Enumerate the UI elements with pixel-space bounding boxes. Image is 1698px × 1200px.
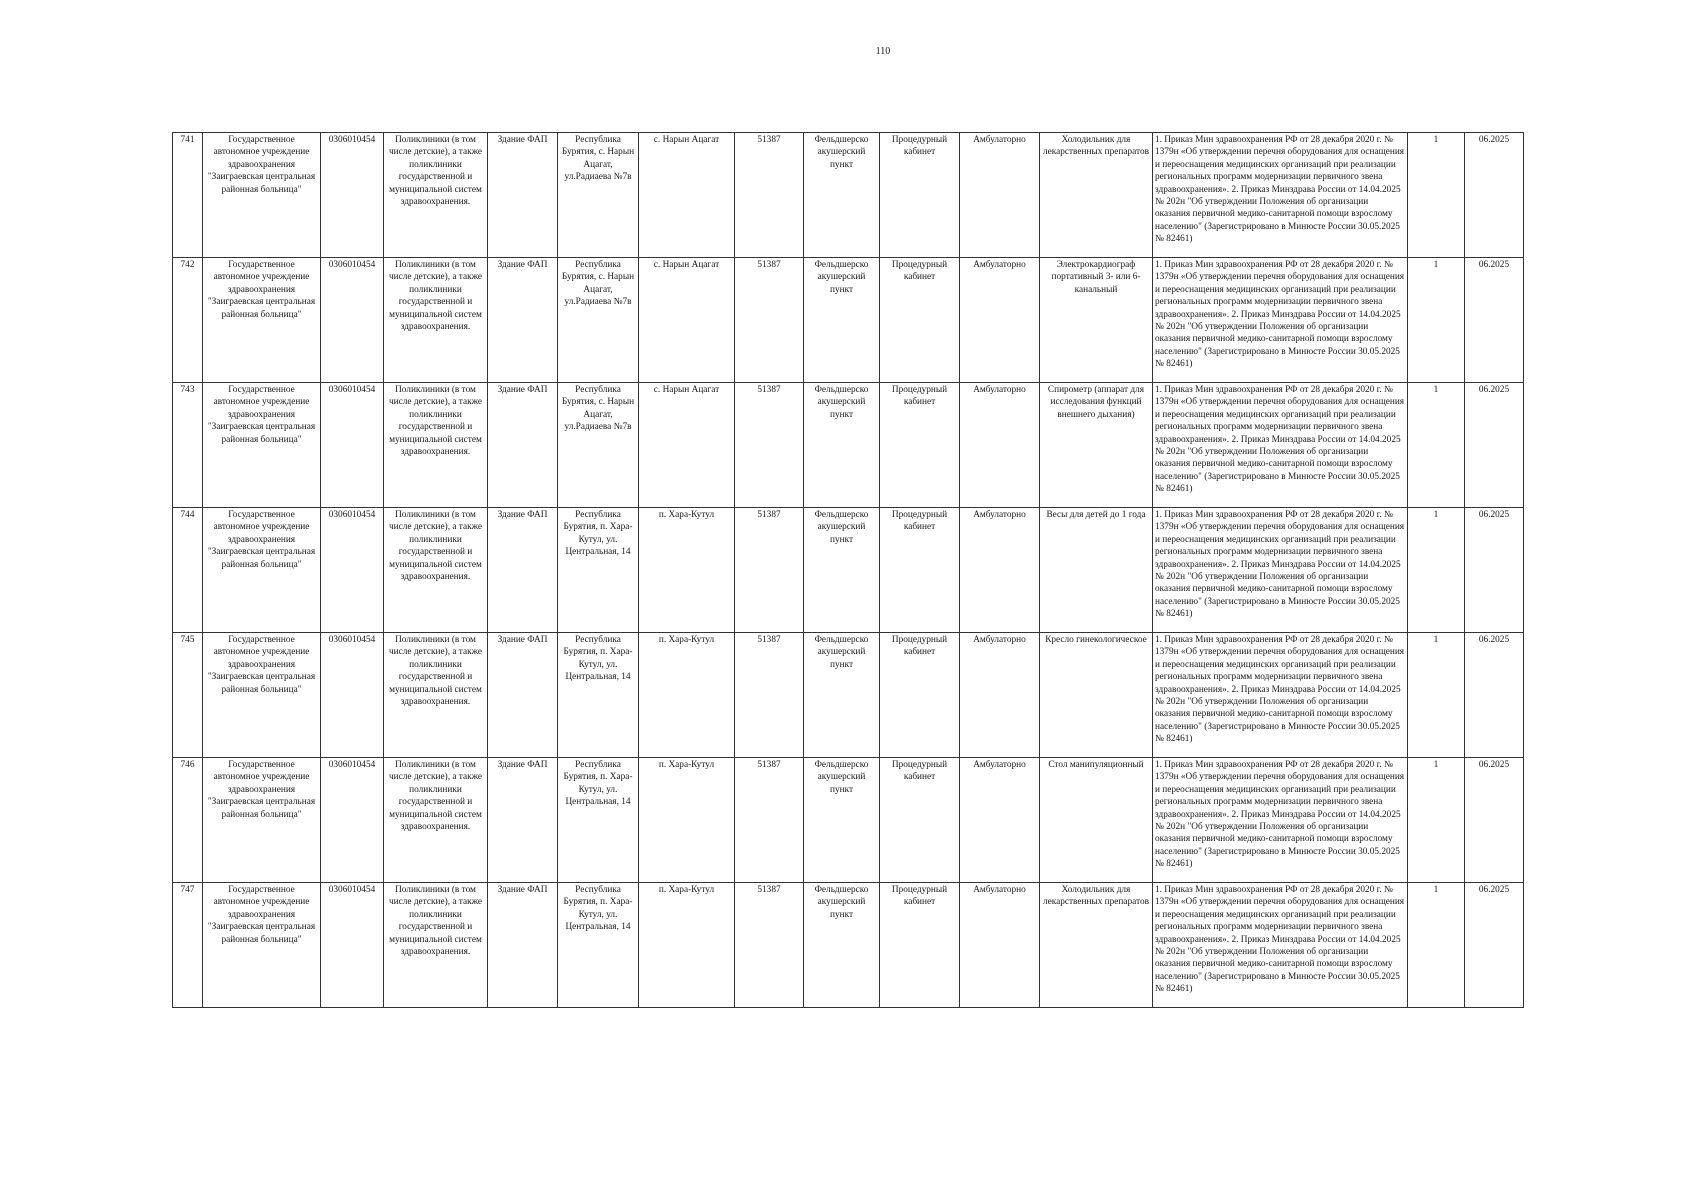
facility-category: Поликлиники (в том числе детские), а также поликлиники государственной и муниципальной систем здравоохранения. [384,508,488,633]
row-number: 747 [173,883,203,1008]
equipment-name: Весы для детей до 1 года [1040,508,1153,633]
table-row [173,883,1524,1008]
facility-category: Поликлиники (в том числе детские), а также поликлиники государственной и муниципальной систем здравоохранения. [384,883,488,1008]
unit-name: Фельдшерско акушерский пункт [804,883,880,1008]
table-row [173,508,1524,633]
care-type: Амбулаторно [960,133,1040,258]
locality-code: 51387 [735,258,804,383]
delivery-date: 06.2025 [1465,383,1524,508]
organization-name: Государственное автономное учреждение здравоохранения "Заиграевская центральная районная больница" [203,258,321,383]
unit-name: Фельдшерско акушерский пункт [804,508,880,633]
row-number: 743 [173,383,203,508]
equipment-name: Кресло гинекологическое [1040,633,1153,758]
organization-code: 0306010454 [321,508,384,633]
locality-code: 51387 [735,883,804,1008]
address: Республика Бурятия, с. Нарын Ацагат, ул.Радиаева №7в [558,258,639,383]
equipment-name: Холодильник для лекарственных препаратов [1040,133,1153,258]
quantity: 1 [1408,508,1465,633]
locality-code: 51387 [735,633,804,758]
unit-name: Фельдшерско акушерский пункт [804,383,880,508]
table-row [173,633,1524,758]
address: Республика Бурятия, с. Нарын Ацагат, ул.Радиаева №7в [558,133,639,258]
building-type: Здание ФАП [488,883,558,1008]
facility-category: Поликлиники (в том числе детские), а также поликлиники государственной и муниципальной систем здравоохранения. [384,258,488,383]
locality: с. Нарын Ацагат [639,133,735,258]
locality-code: 51387 [735,508,804,633]
locality: п. Хара-Кутул [639,508,735,633]
unit-name: Фельдшерско акушерский пункт [804,258,880,383]
locality: с. Нарын Ацагат [639,383,735,508]
locality: п. Хара-Кутул [639,883,735,1008]
quantity: 1 [1408,633,1465,758]
row-number: 745 [173,633,203,758]
organization-code: 0306010454 [321,758,384,883]
delivery-date: 06.2025 [1465,508,1524,633]
organization-code: 0306010454 [321,883,384,1008]
row-number: 746 [173,758,203,883]
organization-name: Государственное автономное учреждение здравоохранения "Заиграевская центральная районная больница" [203,133,321,258]
room-name: Процедурный кабинет [880,383,960,508]
building-type: Здание ФАП [488,133,558,258]
quantity: 1 [1408,383,1465,508]
organization-name: Государственное автономное учреждение здравоохранения "Заиграевская центральная районная больница" [203,383,321,508]
room-name: Процедурный кабинет [880,883,960,1008]
table-row [173,258,1524,383]
quantity: 1 [1408,133,1465,258]
care-type: Амбулаторно [960,883,1040,1008]
organization-code: 0306010454 [321,133,384,258]
equipment-name: Спирометр (аппарат для исследования функций внешнего дыхания) [1040,383,1153,508]
building-type: Здание ФАП [488,383,558,508]
legal-basis: 1. Приказ Мин здравоохранения РФ от 28 декабря 2020 г. № 1379н «Об утверждении перечня оборудования для оснащения и переоснащения медицинских организаций при реализации региональных программ модернизации первичного звена здравоохранения». 2. Приказ Минздрава России от 14.04.2025 № 202н "Об утверждении Положения об организации оказания первичной медико-санитарной помощи взрослому населению" (Зарегистрировано в Минюсте России 30.05.2025 № 82461) [1153,258,1408,383]
facility-category: Поликлиники (в том числе детские), а также поликлиники государственной и муниципальной систем здравоохранения. [384,633,488,758]
organization-name: Государственное автономное учреждение здравоохранения "Заиграевская центральная районная больница" [203,883,321,1008]
address: Республика Бурятия, п. Хара-Кутул, ул. Центральная, 14 [558,883,639,1008]
room-name: Процедурный кабинет [880,508,960,633]
locality: п. Хара-Кутул [639,633,735,758]
locality: с. Нарын Ацагат [639,258,735,383]
locality-code: 51387 [735,383,804,508]
row-number: 742 [173,258,203,383]
care-type: Амбулаторно [960,383,1040,508]
organization-code: 0306010454 [321,258,384,383]
legal-basis: 1. Приказ Мин здравоохранения РФ от 28 декабря 2020 г. № 1379н «Об утверждении перечня оборудования для оснащения и переоснащения медицинских организаций при реализации региональных программ модернизации первичного звена здравоохранения». 2. Приказ Минздрава России от 14.04.2025 № 202н "Об утверждении Положения об организации оказания первичной медико-санитарной помощи взрослому населению" (Зарегистрировано в Минюсте России 30.05.2025 № 82461) [1153,133,1408,258]
locality: п. Хара-Кутул [639,758,735,883]
unit-name: Фельдшерско акушерский пункт [804,633,880,758]
organization-code: 0306010454 [321,633,384,758]
care-type: Амбулаторно [960,258,1040,383]
room-name: Процедурный кабинет [880,633,960,758]
organization-code: 0306010454 [321,383,384,508]
legal-basis: 1. Приказ Мин здравоохранения РФ от 28 декабря 2020 г. № 1379н «Об утверждении перечня оборудования для оснащения и переоснащения медицинских организаций при реализации региональных программ модернизации первичного звена здравоохранения». 2. Приказ Минздрава России от 14.04.2025 № 202н "Об утверждении Положения об организации оказания первичной медико-санитарной помощи взрослому населению" (Зарегистрировано в Минюсте России 30.05.2025 № 82461) [1153,633,1408,758]
building-type: Здание ФАП [488,758,558,883]
page-number: 110 [875,46,891,57]
row-number: 741 [173,133,203,258]
table-row [173,133,1524,258]
locality-code: 51387 [735,758,804,883]
care-type: Амбулаторно [960,758,1040,883]
organization-name: Государственное автономное учреждение здравоохранения "Заиграевская центральная районная больница" [203,633,321,758]
address: Республика Бурятия, п. Хара-Кутул, ул. Центральная, 14 [558,508,639,633]
organization-name: Государственное автономное учреждение здравоохранения "Заиграевская центральная районная больница" [203,508,321,633]
legal-basis: 1. Приказ Мин здравоохранения РФ от 28 декабря 2020 г. № 1379н «Об утверждении перечня оборудования для оснащения и переоснащения медицинских организаций при реализации региональных программ модернизации первичного звена здравоохранения». 2. Приказ Минздрава России от 14.04.2025 № 202н "Об утверждении Положения об организации оказания первичной медико-санитарной помощи взрослому населению" (Зарегистрировано в Минюсте России 30.05.2025 № 82461) [1153,383,1408,508]
quantity: 1 [1408,258,1465,383]
address: Республика Бурятия, п. Хара-Кутул, ул. Центральная, 14 [558,758,639,883]
address: Республика Бурятия, п. Хара-Кутул, ул. Центральная, 14 [558,633,639,758]
unit-name: Фельдшерско акушерский пункт [804,133,880,258]
delivery-date: 06.2025 [1465,258,1524,383]
delivery-date: 06.2025 [1465,758,1524,883]
delivery-date: 06.2025 [1465,633,1524,758]
legal-basis: 1. Приказ Мин здравоохранения РФ от 28 декабря 2020 г. № 1379н «Об утверждении перечня оборудования для оснащения и переоснащения медицинских организаций при реализации региональных программ модернизации первичного звена здравоохранения». 2. Приказ Минздрава России от 14.04.2025 № 202н "Об утверждении Положения об организации оказания первичной медико-санитарной помощи взрослому населению" (Зарегистрировано в Минюсте России 30.05.2025 № 82461) [1153,508,1408,633]
facility-category: Поликлиники (в том числе детские), а также поликлиники государственной и муниципальной систем здравоохранения. [384,383,488,508]
locality-code: 51387 [735,133,804,258]
quantity: 1 [1408,883,1465,1008]
room-name: Процедурный кабинет [880,758,960,883]
equipment-name: Стол манипуляционный [1040,758,1153,883]
delivery-date: 06.2025 [1465,883,1524,1008]
address: Республика Бурятия, с. Нарын Ацагат, ул.Радиаева №7в [558,383,639,508]
room-name: Процедурный кабинет [880,133,960,258]
facility-category: Поликлиники (в том числе детские), а также поликлиники государственной и муниципальной систем здравоохранения. [384,758,488,883]
room-name: Процедурный кабинет [880,258,960,383]
table-row [173,383,1524,508]
row-number: 744 [173,508,203,633]
unit-name: Фельдшерско акушерский пункт [804,758,880,883]
table-row [173,758,1524,883]
facility-category: Поликлиники (в том числе детские), а также поликлиники государственной и муниципальной систем здравоохранения. [384,133,488,258]
building-type: Здание ФАП [488,258,558,383]
legal-basis: 1. Приказ Мин здравоохранения РФ от 28 декабря 2020 г. № 1379н «Об утверждении перечня оборудования для оснащения и переоснащения медицинских организаций при реализации региональных программ модернизации первичного звена здравоохранения». 2. Приказ Минздрава России от 14.04.2025 № 202н "Об утверждении Положения об организации оказания первичной медико-санитарной помощи взрослому населению" (Зарегистрировано в Минюсте России 30.05.2025 № 82461) [1153,758,1408,883]
legal-basis: 1. Приказ Мин здравоохранения РФ от 28 декабря 2020 г. № 1379н «Об утверждении перечня оборудования для оснащения и переоснащения медицинских организаций при реализации региональных программ модернизации первичного звена здравоохранения». 2. Приказ Минздрава России от 14.04.2025 № 202н "Об утверждении Положения об организации оказания первичной медико-санитарной помощи взрослому населению" (Зарегистрировано в Минюсте России 30.05.2025 № 82461) [1153,883,1408,1008]
delivery-date: 06.2025 [1465,133,1524,258]
organization-name: Государственное автономное учреждение здравоохранения "Заиграевская центральная районная больница" [203,758,321,883]
equipment-name: Электрокардиограф портативный 3- или 6-канальный [1040,258,1153,383]
equipment-name: Холодильник для лекарственных препаратов [1040,883,1153,1008]
quantity: 1 [1408,758,1465,883]
table-body [173,133,1524,1008]
building-type: Здание ФАП [488,633,558,758]
care-type: Амбулаторно [960,508,1040,633]
equipment-table [172,132,1524,1008]
building-type: Здание ФАП [488,508,558,633]
care-type: Амбулаторно [960,633,1040,758]
